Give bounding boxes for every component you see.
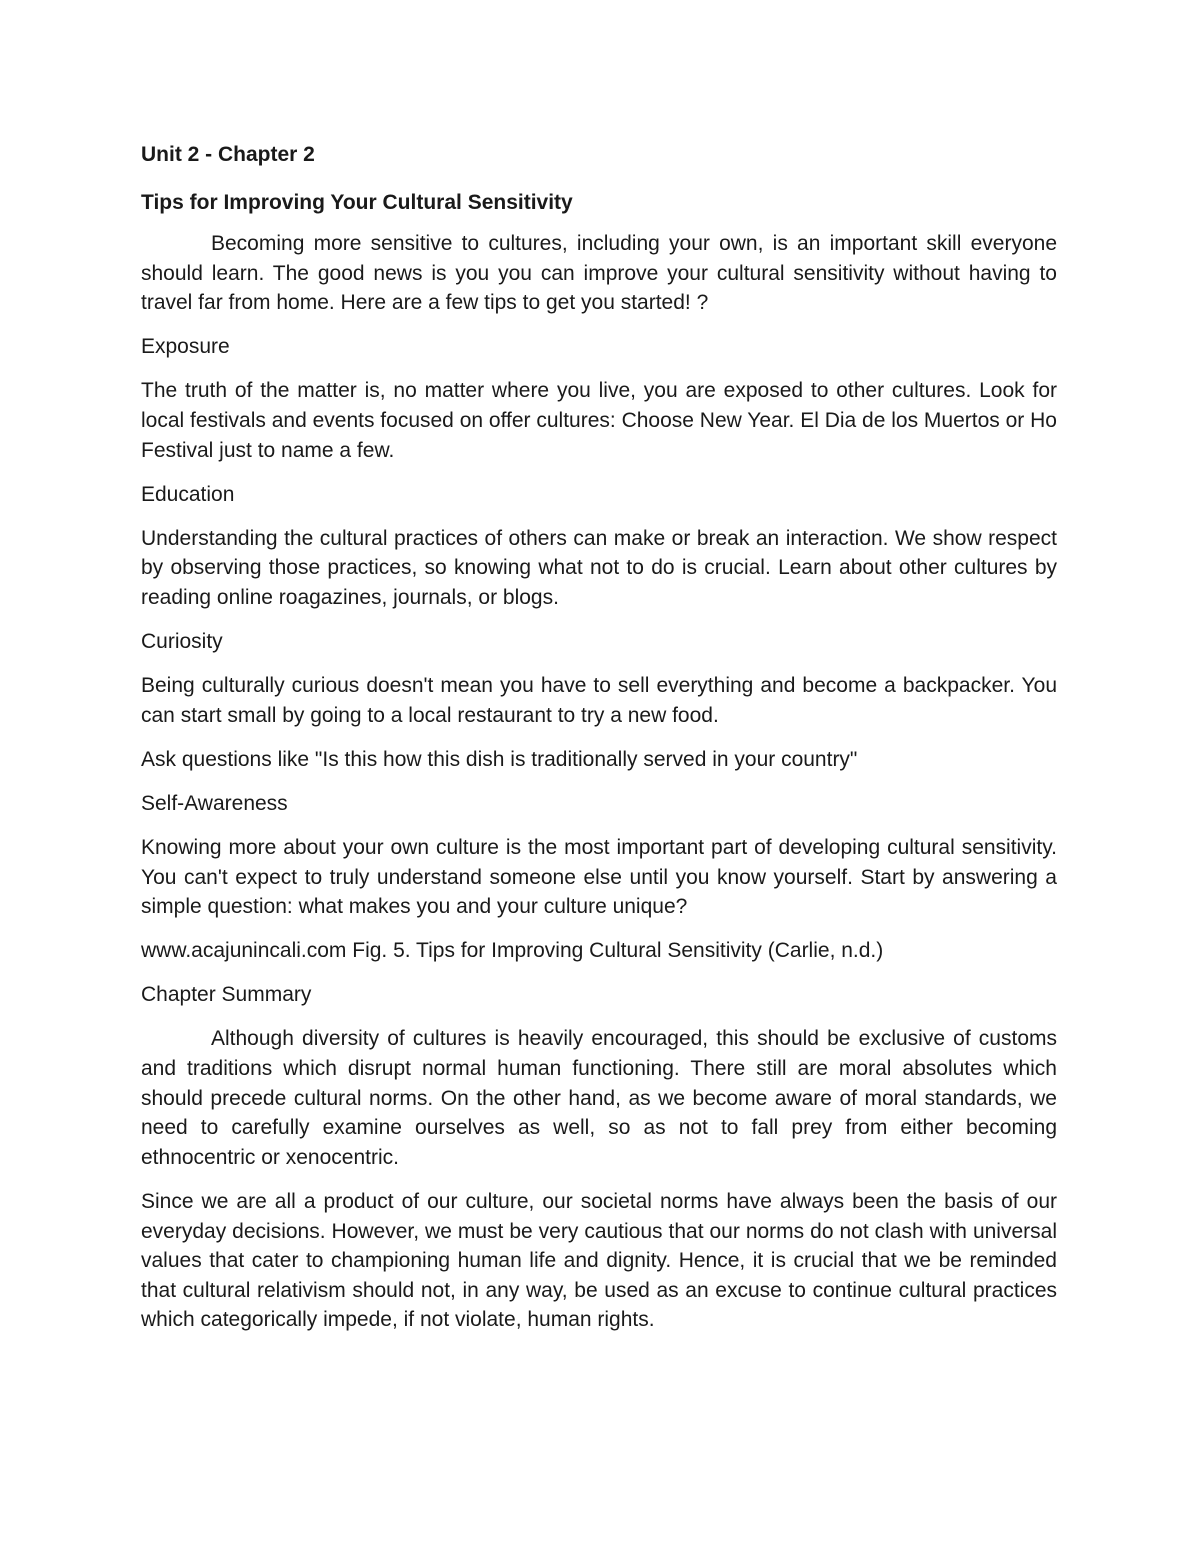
summary-paragraph-2: Since we are all a product of our culture, our societal norms have always been the basis of our everyday decisions. However, we must be very cautious that our norms do not clash with universal values that cater to championing human life and dignity. Hence, it is crucial that we be reminded that cultural relativism should not, in any way, be used as an excuse to continue cultural practices which categorically impede, if not violate, human rights.: [141, 1189, 1057, 1332]
section-heading-self-awareness: Self-Awareness: [141, 791, 288, 815]
figure-caption: www.acajunincali.com Fig. 5. Tips for Improving Cultural Sensitivity (Carlie, n.d.): [141, 939, 884, 963]
section-text-curiosity-question: Ask questions like "Is this how this dish is traditionally served in your country": [141, 747, 858, 771]
section-heading-exposure: Exposure: [141, 335, 230, 359]
section-text-self-awareness: Knowing more about your own culture is the most important part of developing cultural sensitivity. You can't expect to truly understand someone else until you know yourself. Start by answering a simple question: what makes you and your culture unique?: [141, 836, 1057, 919]
summary-heading: Chapter Summary: [141, 983, 312, 1007]
section-text-curiosity: Being culturally curious doesn't mean you have to sell everything and become a backpacker. You can start small by going to a local restaurant to try a new food.: [141, 674, 1057, 727]
intro-paragraph: Becoming more sensitive to cultures, including your own, is an important skill everyone should learn. The good news is you you can improve your cultural sensitivity without having to travel far from home. Here are a few tips to get you started! ?: [141, 232, 1057, 315]
section-text-education: Understanding the cultural practices of others can make or break an interaction. We show respect by observing those practices, so knowing what not to do is crucial. Learn about other cultures by reading online roagazines, journals, or blogs.: [141, 526, 1057, 609]
section-heading-curiosity: Curiosity: [141, 630, 223, 654]
document-title: Tips for Improving Your Cultural Sensitivity: [141, 191, 573, 214]
section-text-exposure: The truth of the matter is, no matter where you live, you are exposed to other cultures. Look for local festivals and events focused on offer cultures: Choose New Year. El Dia de los Muertos or Ho Festival just to name a few.: [141, 379, 1057, 462]
summary-paragraph-1: Although diversity of cultures is heavily encouraged, this should be exclusive of customs and traditions which disrupt normal human functioning. There still are moral absolutes which should precede cultural norms. On the other hand, as we become aware of moral standards, we need to carefully examine ourselves as well, so as not to fall prey from either becoming ethnocentric or xenocentric.: [141, 1027, 1057, 1169]
document-page: [141, 140, 1057, 1349]
section-heading-education: Education: [141, 482, 235, 506]
unit-title: Unit 2 - Chapter 2: [141, 143, 315, 166]
